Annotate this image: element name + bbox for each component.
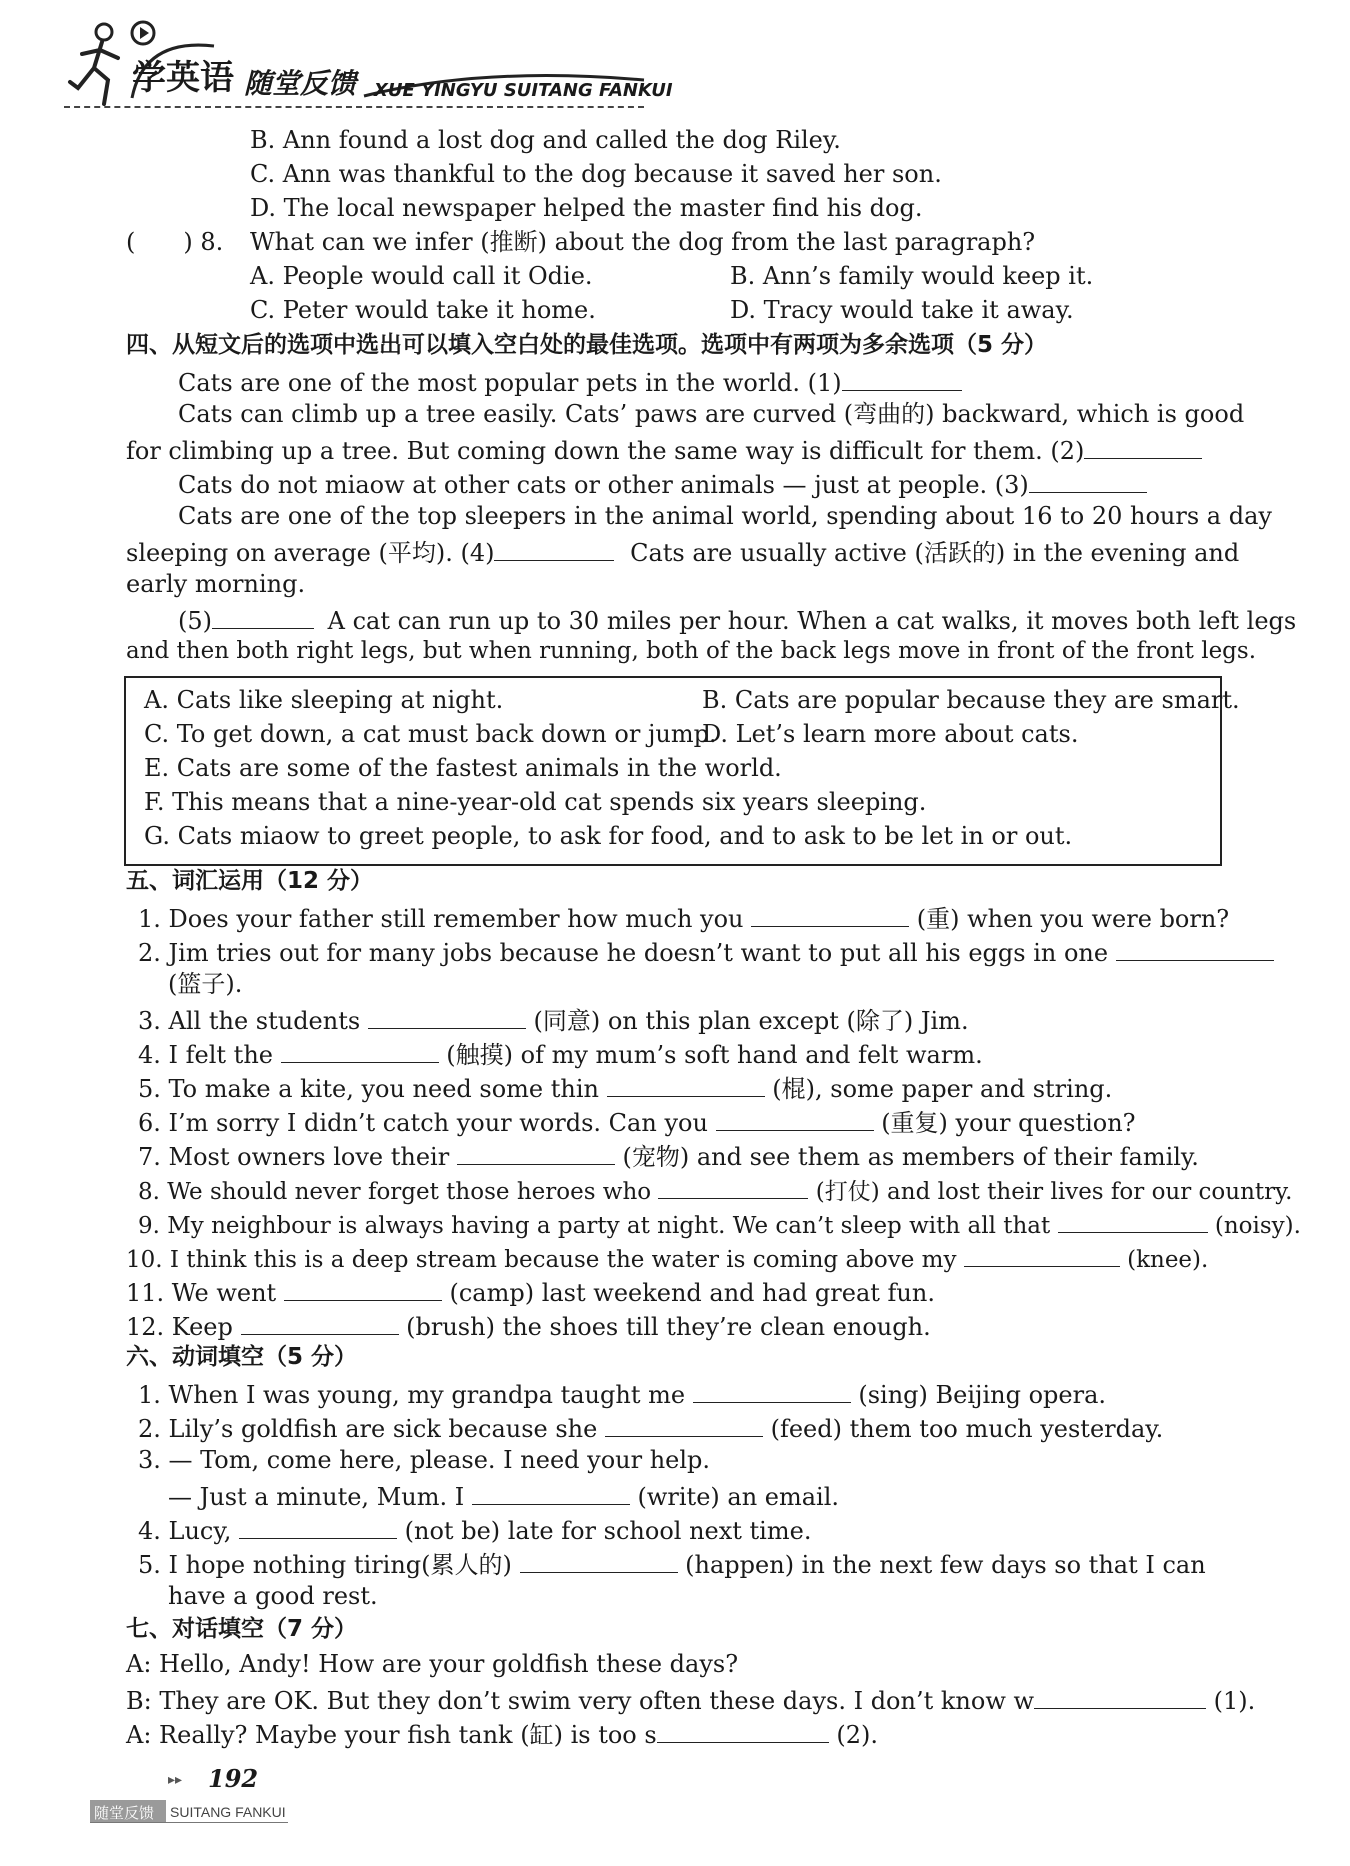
section7-title: 七、对话填空（7 分） <box>126 1616 358 1642</box>
logo-title-en: XUE YINGYU SUITANG FANKUI <box>374 80 673 101</box>
s5-q5: 5. To make a kite, you need some thin (棍), some paper and string. <box>138 1075 1113 1103</box>
footer-badge-en: SUITANG FANKUI <box>170 1804 286 1820</box>
q8-option-d: D. Tracy would take it away. <box>730 296 1074 324</box>
header-logo <box>64 18 673 108</box>
q7-option-d: D. The local newspaper helped the master find his dog. <box>250 194 923 222</box>
s6-q1: 1. When I was young, my grandpa taught me (sing) Beijing opera. <box>138 1381 1107 1409</box>
option-g: G. Cats miaow to greet people, to ask for food, and to ask to be let in or out. <box>144 822 1073 850</box>
s6-q3a: 3. — Tom, come here, please. I need your help. <box>138 1446 711 1474</box>
footer-badge-text: 随堂反馈 <box>94 1804 155 1822</box>
header-dashed-line <box>64 106 644 108</box>
section4-p3: Cats do not miaow at other cats or other animals — just at people. (3) <box>178 470 1147 497</box>
section4-title: 四、从短文后的选项中选出可以填入空白处的最佳选项。选项中有两项为多余选项（5 分） <box>126 332 1048 358</box>
section4-p1: Cats are one of the most popular pets in the world. (1) <box>178 368 962 395</box>
s6-q2: 2. Lily’s goldfish are sick because she (feed) them too much yesterday. <box>138 1415 1164 1443</box>
logo-title-cn: 学英语 <box>132 58 234 98</box>
q8-stem: What can we infer (推断) about the dog from the last paragraph? <box>250 228 1036 256</box>
s6-q5: 5. I hope nothing tiring(累人的) (happen) in the next few days so that I can <box>138 1551 1206 1579</box>
s7-line1: A: Hello, Andy! How are your goldfish these days? <box>126 1650 739 1678</box>
blank-5-10[interactable] <box>964 1244 1120 1267</box>
blank-4-4[interactable] <box>494 538 614 561</box>
blank-5-6[interactable] <box>716 1108 874 1131</box>
s5-q7: 7. Most owners love their (宠物) and see them as members of their family. <box>138 1143 1199 1171</box>
q7-option-c: C. Ann was thankful to the dog because it saved her son. <box>250 160 942 188</box>
blank-4-3[interactable] <box>1029 470 1147 493</box>
blank-4-2[interactable] <box>1084 436 1202 459</box>
s5-q9: 9. My neighbour is always having a party at night. We can’t sleep with all that (noisy). <box>138 1210 1301 1238</box>
blank-7-2[interactable] <box>657 1720 829 1743</box>
blank-6-2[interactable] <box>605 1414 763 1437</box>
blank-5-9[interactable] <box>1058 1210 1208 1233</box>
section4-p4a: Cats are one of the top sleepers in the animal world, spending about 16 to 20 hours a day <box>178 502 1272 530</box>
blank-6-1[interactable] <box>693 1380 851 1403</box>
blank-5-2[interactable] <box>1116 938 1274 961</box>
q7-option-b: B. Ann found a lost dog and called the dog Riley. <box>250 126 841 154</box>
s5-q11: 11. We went (camp) last weekend and had great fun. <box>126 1279 935 1307</box>
s5-q1: 1. Does your father still remember how much you (重) when you were born? <box>138 905 1230 933</box>
blank-5-8[interactable] <box>658 1176 808 1199</box>
section4-p5a: (5) A cat can run up to 30 miles per hour. When a cat walks, it moves both left legs <box>178 607 1297 635</box>
s5-q2: 2. Jim tries out for many jobs because he doesn’t want to put all his eggs in one <box>138 938 1274 965</box>
blank-7-1[interactable] <box>1034 1686 1206 1709</box>
s5-q8: 8. We should never forget those heroes who (打仗) and lost their lives for our country. <box>138 1176 1292 1204</box>
blank-5-7[interactable] <box>457 1142 615 1165</box>
s5-q4: 4. I felt the (触摸) of my mum’s soft hand and felt warm. <box>138 1041 983 1069</box>
blank-5-3[interactable] <box>368 1006 526 1029</box>
option-c: C. To get down, a cat must back down or jump. <box>144 720 717 748</box>
footer-line <box>90 1822 288 1823</box>
logo-subtitle-cn: 随堂反馈 <box>244 67 357 100</box>
section4-p2b: for climbing up a tree. But coming down the same way is difficult for them. (2) <box>126 436 1202 463</box>
q8-option-c: C. Peter would take it home. <box>250 296 596 324</box>
blank-6-5[interactable] <box>520 1550 678 1573</box>
section4-p5b: and then both right legs, but when running, both of the back legs move in front of the front legs. <box>126 638 1257 664</box>
section6-title: 六、动词填空（5 分） <box>126 1344 358 1370</box>
section4-p2a: Cats can climb up a tree easily. Cats’ paws are curved (弯曲的) backward, which is good <box>178 400 1245 428</box>
option-f: F. This means that a nine-year-old cat spends six years sleeping. <box>144 788 927 816</box>
blank-5-5[interactable] <box>607 1074 765 1097</box>
s7-line2: B: They are OK. But they don’t swim very often these days. I don’t know w (1). <box>126 1687 1256 1715</box>
blank-5-11[interactable] <box>284 1278 442 1301</box>
s5-q6: 6. I’m sorry I didn’t catch your words. Can you (重复) your question? <box>138 1109 1136 1137</box>
blank-5-1[interactable] <box>751 904 909 927</box>
blank-5-4[interactable] <box>281 1040 439 1063</box>
option-e: E. Cats are some of the fastest animals in the world. <box>144 754 782 782</box>
q8-option-a: A. People would call it Odie. <box>250 262 593 290</box>
s6-q4: 4. Lucy, (not be) late for school next time. <box>138 1517 812 1545</box>
section5-title: 五、词汇运用（12 分） <box>126 868 374 894</box>
blank-6-4[interactable] <box>239 1516 397 1539</box>
q8-option-b: B. Ann’s family would keep it. <box>730 262 1094 290</box>
section4-p4b: sleeping on average (平均). (4) Cats are usually active (活跃的) in the evening and <box>126 539 1240 567</box>
section4-p4c: early morning. <box>126 570 306 598</box>
page-number: 192 <box>208 1764 259 1793</box>
option-d: D. Let’s learn more about cats. <box>702 720 1079 748</box>
s5-q10: 10. I think this is a deep stream because the water is coming above my (knee). <box>126 1244 1208 1272</box>
footer-arrows: ▸▸ <box>168 1772 183 1788</box>
blank-4-1[interactable] <box>842 368 962 391</box>
blank-4-5[interactable] <box>212 606 314 629</box>
option-a: A. Cats like sleeping at night. <box>144 686 504 714</box>
option-b: B. Cats are popular because they are smart. <box>702 686 1240 714</box>
s5-q3: 3. All the students (同意) on this plan except (除了) Jim. <box>138 1007 969 1035</box>
footer-badge <box>90 1800 166 1822</box>
q8-bracket[interactable]: ( ) 8. <box>126 228 224 256</box>
s6-q5-cont: have a good rest. <box>168 1582 378 1610</box>
blank-6-3[interactable] <box>472 1482 630 1505</box>
s5-q2-cont: (篮子). <box>168 970 243 998</box>
blank-5-12[interactable] <box>241 1312 399 1335</box>
s6-q3b: — Just a minute, Mum. I (write) an email. <box>168 1483 840 1511</box>
s7-line3: A: Really? Maybe your fish tank (缸) is too s (2). <box>126 1721 878 1749</box>
s5-q12: 12. Keep (brush) the shoes till they’re clean enough. <box>126 1313 931 1341</box>
